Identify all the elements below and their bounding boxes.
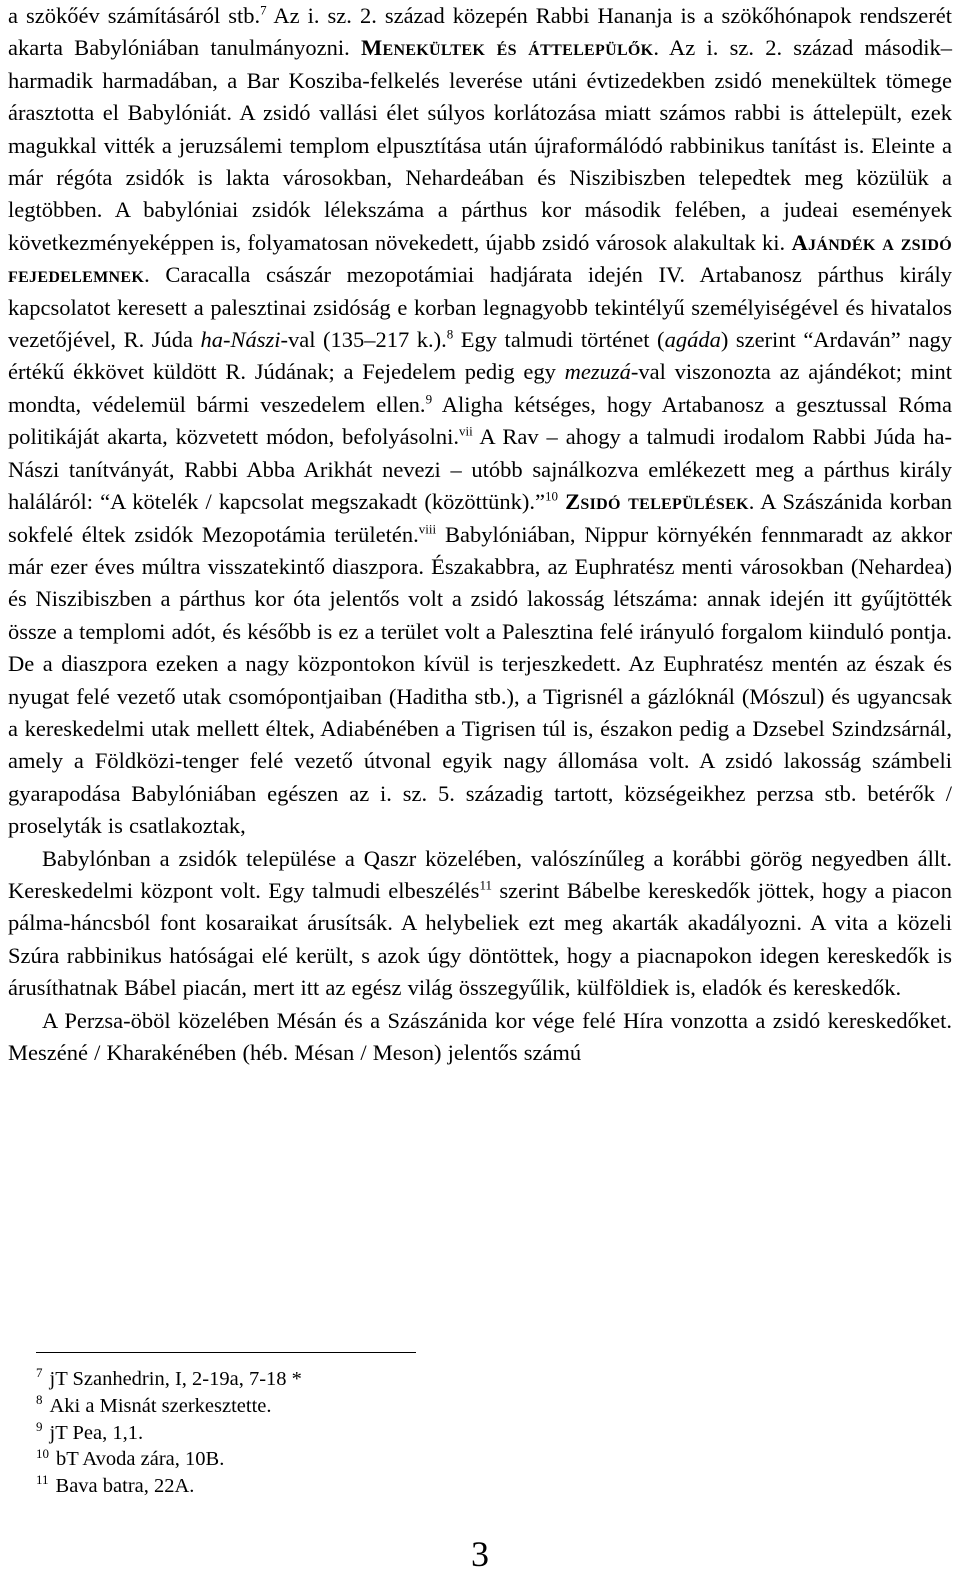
footnote-number: 8: [36, 1391, 43, 1407]
note-reference: 7: [260, 2, 267, 18]
text-run: Egy talmudi történet (: [453, 327, 665, 353]
italic-term: ha-Nászi: [200, 327, 281, 353]
text-run: A Perzsa-öböl közelében Mésán és a Szászánida kor vége felé Híra vonzotta a zsidó kereskedőket. Meszéné / Kharakénében (héb. Mésan / Meson) jelentős számú: [8, 1007, 952, 1065]
italic-term: agáda: [664, 327, 721, 353]
footnote-text: Aki a Misnát szerkesztette.: [49, 1394, 272, 1417]
text-run: . Az i. sz. 2. század második–harmadik harmadában, a Bar Kosziba-felkelés leverése utáni évtizedekben zsidó menekültek tömege árasztotta el Babylóniát. A zsidó vallási élet súlyos korlátozása miatt számos rabbi is áttelepült, ezek magukkal vitték a jeruzsálemi templom elpusztítása után újraformálódó rabbinikus tanítást is. Eleinte a már régóta zsidók is lakta városokban, Nehardeában és Niszibiszben telepedtek meg közülük a legtöbben. A babylóniai zsidók lélekszáma a párthus kor második felében, a judeai események következményeképpen is, folyamatosan növekedett, újabb zsidó városok alakultak ki.: [8, 35, 952, 255]
text-run: ) szerint “Ardaván” nagy értékű ékkövet küldött R. Júdának; a Fejedelem pedig egy: [8, 327, 953, 385]
section-heading: Zsidó települések: [565, 489, 749, 515]
text-run: . A Szászánida korban sokfelé éltek zsidók Mezopotámia területén.: [8, 489, 952, 547]
text-run: -val (135–217 k.).: [280, 327, 447, 353]
footnote-divider: [36, 1352, 416, 1353]
paragraph: [8, 1005, 952, 1070]
note-reference: 9: [425, 391, 433, 407]
footnote-text: Bava batra, 22A.: [55, 1475, 195, 1498]
text-run: szerint Bábelbe kereskedők jöttek, hogy a piacon pálma-háncsból font kosaraikat árusítsák. A helybeliek ezt meg akarták akadályozni. A vita a közeli Szúra rabbinikus hatóságai elé került, s azok úgy döntöttek, hogy a piacnapokon idegen kereskedők is árusíthatnak Bábel piacán, mert itt az egész világ összegyűlik, külföldiek is, eladók és kereskedők.: [8, 877, 952, 1001]
note-reference: 11: [479, 877, 492, 893]
page-number: 3: [471, 1534, 489, 1574]
footnote-number: 9: [36, 1418, 43, 1434]
section-heading: Ajándék a zsidó fejedelemnek: [8, 229, 952, 288]
text-run: Babylónban a zsidók települése a Qaszr közelében, valószínűleg a korábbi görög negyedben állt. Kereskedelmi központ volt. Egy talmudi elbeszélés: [8, 845, 952, 903]
footnote-number: 7: [36, 1365, 43, 1381]
footnote-text: jT Szanhedrin, I, 2-19a, 7-18 *: [49, 1368, 302, 1390]
paragraph: [8, 0, 952, 843]
text-run: Az i. sz. 2. század közepén Rabbi Hananja is a szökőhónapok rendszerét akarta Babylóniában tanulmányozni.: [8, 3, 952, 61]
note-reference: viii: [418, 521, 437, 536]
footnote: [36, 1446, 636, 1473]
text-run: Babylóniában, Nippur környékén fennmaradt az akkor már ezer éves múltra visszatekintő diaszpora. Északabbra, az Euphratész menti városokban (Nehardea) és Niszibiszben a párthus kor óta jelentős volt a zsidó lakosság létszáma: annak idején itt gyűjtötték össze a templomi adót, és később is ez a terület volt a Palesztina felé irányuló forgalom kiinduló pontja. De a diaszpora ezeken a nagy központokon kívül is terjeszkedett. Az Euphratész mentén az észak és nyugat felé vezető utak csomópontjaiban (Haditha stb.), a Tigrisnél a gázlóknál (Mószul) és ugyancsak a kereskedelmi utak mellett éltek, Adiabénében a Tigrisen túl is, északon pedig a Dzsebel Szindzsárnál, amely a Földközi-tenger felé vezető útvonal egyik nagy állomása volt. A zsidó lakosság számbeli gyarapodása Babylóniában egészen az i. sz. 5. századig tartott, községeikhez perzsa stb. betérők / proselyták is csatlakoztak,: [8, 521, 953, 839]
italic-term: mezuzá: [564, 359, 631, 385]
footnote-number: 10: [36, 1445, 49, 1461]
text-run: Aligha kétséges, hogy Artabanosz a gesztussal Róma politikáját akarta, közvetett módon, befolyásolni.: [8, 391, 952, 450]
body-text: [8, 0, 952, 1069]
text-run: -val viszonozta az ajándékot; mint mondta, védelemül bármi veszedelem ellen.: [8, 359, 953, 417]
footnote: [36, 1473, 636, 1500]
text-run: . Caracalla császár mezopotámiai hadjárata idején IV. Artabanosz párthus király kapcsolatot keresett a palesztinai zsidóság e korban legnagyobb tekintélyű személyiségével és hivatalos vezetőjével, R. Júda: [8, 262, 952, 353]
text-run: A Rav – ahogy a talmudi irodalom Rabbi Júda ha-Nászi tanítványát, Rabbi Abba Arikhát nevezi – utóbb sajnálkozva emlékezett meg a párthus király haláláról: “A kötelék / kapcsolat megszakadt (közöttünk).”: [8, 424, 953, 515]
paragraph: [8, 843, 952, 1005]
document-page: [8, 0, 952, 1069]
footnote-text: bT Avoda zára, 10B.: [56, 1448, 225, 1471]
section-heading: Menekültek és áttelepülők: [360, 35, 654, 61]
footnotes: [36, 1366, 636, 1500]
text-run: [558, 489, 565, 514]
footnote: [36, 1420, 636, 1447]
footnote-text: jT Pea, 1,1.: [49, 1421, 144, 1444]
text-run: a szökőév számításáról stb.: [8, 3, 261, 28]
note-reference: 8: [446, 326, 454, 342]
note-reference: vii: [459, 423, 473, 439]
note-reference: 10: [544, 488, 558, 504]
footnote: [36, 1393, 636, 1420]
footnote-number: 11: [36, 1472, 49, 1488]
footnote: [36, 1366, 636, 1393]
